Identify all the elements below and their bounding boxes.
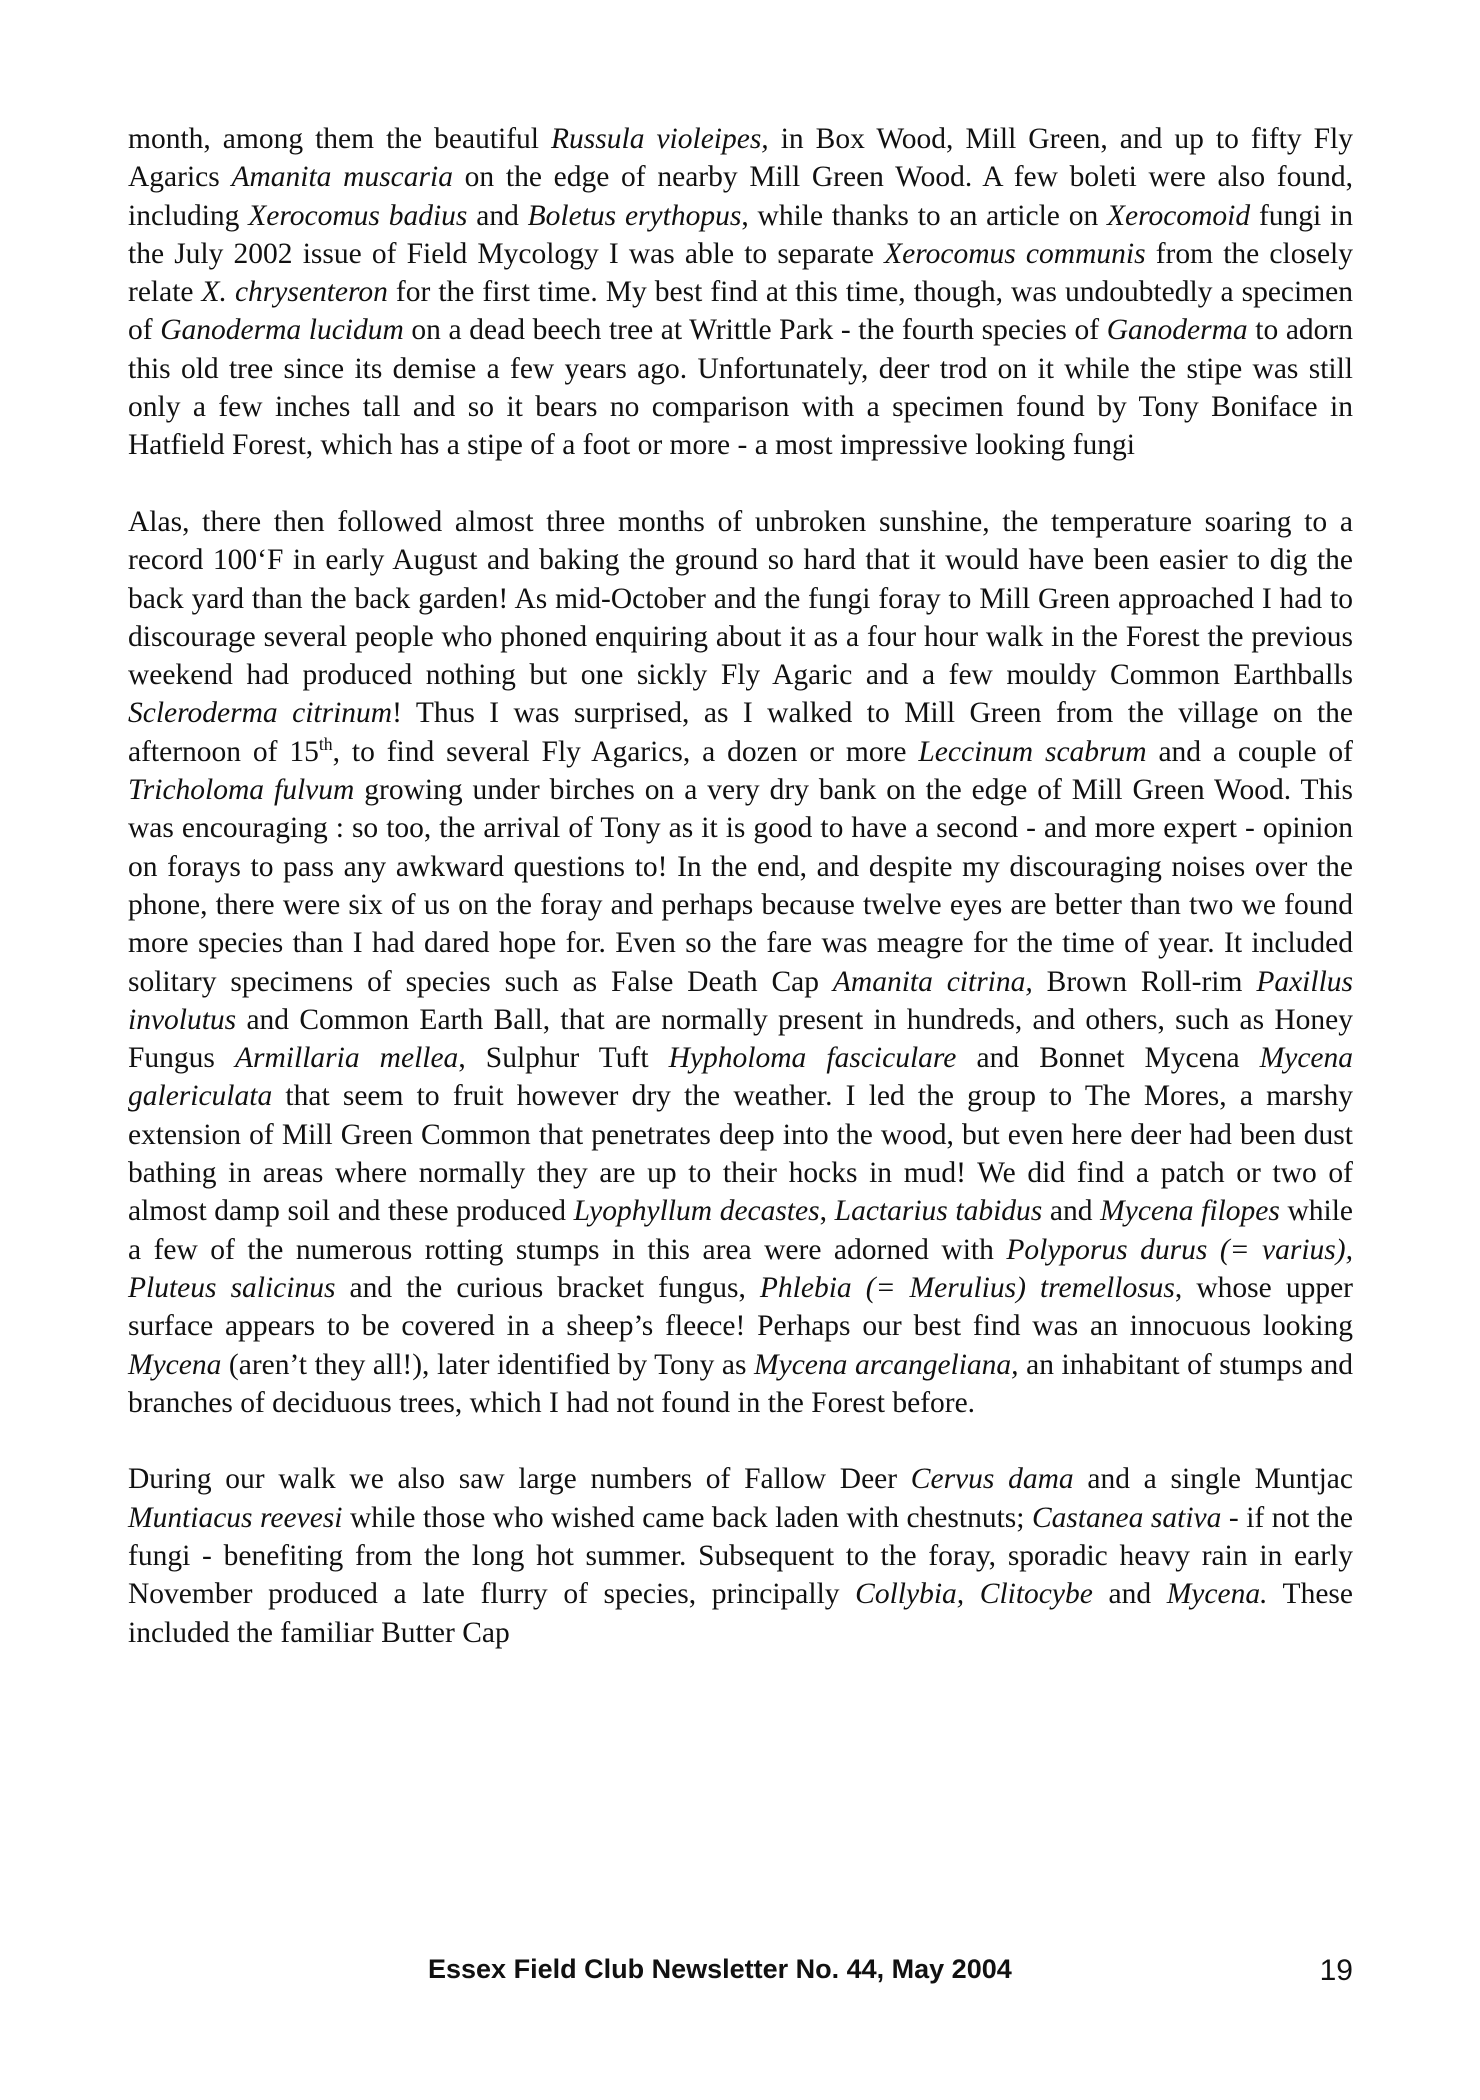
paragraph: [128, 1460, 1353, 1651]
article-body: [128, 120, 1353, 1652]
text-run: , whose upper surface appears to be covered in a sheep’s fleece! Perhaps our best find was an innocuous looking: [128, 1271, 1353, 1343]
species-name: Ganoderma: [1106, 314, 1248, 347]
paragraph: [128, 120, 1353, 465]
species-name: Amanita muscaria: [231, 161, 453, 194]
text-run: while those who wished came back laden with chestnuts;: [342, 1501, 1032, 1534]
text-run: in Box Wood, Mill Green, and up to fifty Fly Agarics: [128, 123, 1353, 194]
text-run: , Sulphur Tuft: [458, 1042, 669, 1075]
species-name: X. chrysenteron: [201, 276, 388, 309]
page-number: 19: [1319, 1954, 1353, 1987]
text-run: and the curious bracket fungus,: [335, 1271, 760, 1304]
text-run: During our walk we also saw large numbers of Fallow Deer: [128, 1463, 911, 1496]
text-run: Brown Roll-rim: [1032, 965, 1257, 998]
paragraph: [128, 503, 1353, 1422]
text-run: an inhabitant of stumps and branches of deciduous trees, which I had not found in the Forest before.: [128, 1348, 1353, 1419]
species-name: Xerocomus badius: [248, 199, 468, 232]
species-name: Mycena.: [1166, 1578, 1268, 1611]
species-name: Hypholoma fasciculare: [668, 1042, 957, 1075]
text-run: on the edge of nearby Mill Green Wood. A few boleti were also found, including: [128, 161, 1353, 232]
text-run: and a single Muntjac: [1073, 1463, 1353, 1496]
text-run: (aren’t they all!), later identified by Tony as: [221, 1348, 755, 1381]
species-name: Mycena filopes: [1100, 1195, 1280, 1228]
text-run: , to find several Fly Agarics, a dozen or more: [332, 735, 919, 768]
species-name: Xerocomoid: [1107, 199, 1251, 232]
species-name: Phlebia (= Merulius) tremellosus: [759, 1271, 1175, 1304]
text-run: and Bonnet Mycena: [956, 1042, 1260, 1075]
species-name: Mycena: [128, 1348, 222, 1381]
species-name: Polyporus durus (= varius), Pluteus salicinus: [128, 1233, 1353, 1304]
species-name: Armillaria mellea: [235, 1042, 459, 1075]
species-name: Ganoderma lucidum: [160, 314, 404, 347]
species-name: Scleroderma citrinum: [128, 697, 393, 730]
text-run: and: [1092, 1578, 1167, 1611]
species-name: Paxillus involutus: [128, 965, 1353, 1036]
text-run: from the closely relate: [128, 237, 1353, 309]
species-name: Lyophyllum decastes: [573, 1195, 820, 1228]
species-name: Mycena galericulata: [128, 1042, 1354, 1113]
text-run: for the first time. My best find at this time, though, was undoubtedly a specimen of: [128, 276, 1353, 347]
text-run: on a dead beech tree at Writtle Park - the fourth species of: [403, 314, 1107, 347]
text-run: and Common Earth Ball, that are normally present in hundreds, and others, such as Honey Fungus: [128, 1003, 1353, 1075]
species-name: Mycena arcangeliana,: [754, 1348, 1019, 1381]
species-name: Cervus dama: [910, 1463, 1074, 1496]
species-name: Boletus erythopus: [527, 199, 742, 232]
text-run: and a couple of: [1146, 735, 1353, 768]
text-run: growing under birches on a very dry bank on the edge of Mill Green Wood. This was encouraging : so too, the arrival of Tony as it is good to have a second - and more expert - opinion on forays to pass any awkward questions to! In the end, and despite my discouraging noises over the phone, there were six of us on the foray and perhaps because twelve eyes are better than two we found more species than I had dared hope for. Even so the fare was meagre for the time of year. It included solitary specimens of species such as False Death Cap: [128, 774, 1353, 998]
species-name: Xerocomus communis: [884, 237, 1146, 270]
text-run: and: [467, 199, 528, 232]
species-name: Collybia, Clitocybe: [855, 1578, 1093, 1611]
newsletter-title: Essex Field Club Newsletter No. 44, May 2004: [428, 1954, 1012, 1984]
text-run: while a few of the numerous rotting stumps in this area were adorned with: [128, 1195, 1353, 1266]
species-name: Leccinum scabrum: [918, 735, 1147, 768]
text-run: ! Thus I was surprised, as I walked to Mill Green from the village on the afternoon of 15: [128, 697, 1353, 768]
text-run: Alas, there then followed almost three months of unbroken sunshine, the temperature soaring to a record 100‘F in early August and baking the ground so hard that it would have been easier to dig the back yard than the back garden! As mid-October and the fungi foray to Mill Green approached I had to discourage several people who phoned enquiring about it as a four hour walk in the Forest the previous weekend had produced nothing but one sickly Fly Agaric and a few mouldy Common Earthballs: [128, 505, 1353, 692]
text-run: , while thanks to an article on: [741, 199, 1108, 232]
text-run: - if not the fungi - benefiting from the long hot summer. Subsequent to the foray, sporadic heavy rain in early November produced a late flurry of species, principally: [128, 1501, 1353, 1611]
ordinal-suffix: th: [318, 733, 333, 754]
species-name: Castanea sativa: [1031, 1501, 1222, 1534]
text-run: and: [1042, 1195, 1101, 1228]
text-run: These included the familiar Butter Cap: [128, 1578, 1353, 1649]
text-run: to adorn this old tree since its demise a few years ago. Unfortunately, deer trod on it while the stipe was still only a few inches tall and so it bears no comparison with a specimen found by Tony Boniface in Hatfield Forest, which has a stipe of a foot or more - a most impressive looking fungi: [128, 314, 1353, 462]
species-name: Muntiacus reevesi: [128, 1501, 343, 1534]
species-name: Amanita citrina,: [832, 965, 1033, 998]
text-run: fungi in the July 2002 issue of Field Mycology I was able to separate: [128, 199, 1353, 270]
species-name: Russula violeipes,: [551, 123, 769, 155]
text-run: month, among them the beautiful: [128, 123, 552, 155]
species-name: Tricholoma fulvum: [128, 774, 355, 807]
page-footer: [128, 1954, 1353, 1994]
text-run: ,: [819, 1195, 835, 1228]
text-run: that seem to fruit however dry the weather. I led the group to The Mores, a marshy extension of Mill Green Common that penetrates deep into the wood, but even here deer had been dust bathing in areas where normally they are up to their hocks in mud! We did find a patch or two of almost damp soil and these produced: [128, 1080, 1353, 1228]
species-name: Lactarius tabidus: [834, 1195, 1043, 1228]
